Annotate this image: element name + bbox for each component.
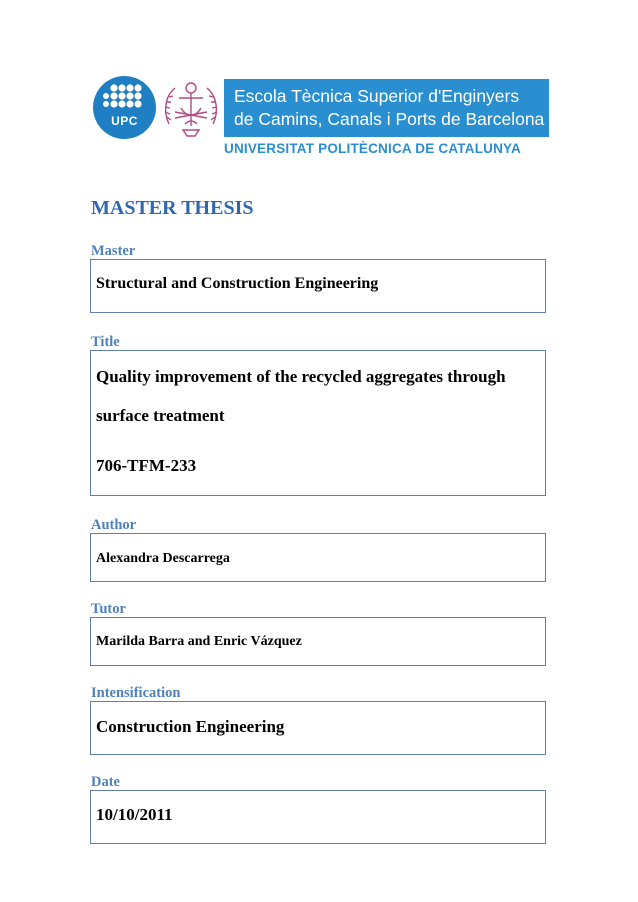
- title-label: Title: [91, 334, 120, 350]
- school-name-line2: de Camins, Canals i Ports de Barcelona: [234, 109, 545, 129]
- school-name-line1: Escola Tècnica Superior d'Enginyers: [234, 86, 520, 106]
- date-label: Date: [91, 774, 120, 790]
- master-field: [90, 259, 546, 313]
- title-value-line1: Quality improvement of the recycled aggregates through: [96, 367, 506, 386]
- university-name: UNIVERSITAT POLITÈCNICA DE CATALUNYA: [224, 141, 521, 156]
- upc-dots-icon: [93, 76, 156, 139]
- date-value: 10/10/2011: [96, 805, 173, 824]
- tutor-value: Marilda Barra and Enric Vázquez: [96, 634, 302, 649]
- intensification-field: [90, 701, 546, 755]
- author-field: [90, 533, 546, 582]
- master-value: Structural and Construction Engineering: [96, 275, 379, 292]
- school-seal-icon: [161, 78, 221, 140]
- date-field: [90, 790, 546, 844]
- thesis-code: 706-TFM-233: [96, 456, 197, 475]
- school-banner: [224, 79, 549, 137]
- author-value: Alexandra Descarrega: [96, 551, 230, 566]
- master-label: Master: [91, 243, 136, 259]
- upc-logo-text: UPC: [111, 114, 138, 128]
- title-field: [90, 350, 546, 496]
- document-title: MASTER THESIS: [91, 197, 254, 219]
- tutor-field: [90, 617, 546, 666]
- intensification-value: Construction Engineering: [96, 717, 285, 736]
- intensification-label: Intensification: [91, 685, 181, 701]
- tutor-label: Tutor: [91, 601, 126, 617]
- title-value-line2: surface treatment: [96, 406, 225, 425]
- upc-logo: [93, 76, 156, 139]
- author-label: Author: [91, 517, 137, 533]
- header: [93, 76, 549, 158]
